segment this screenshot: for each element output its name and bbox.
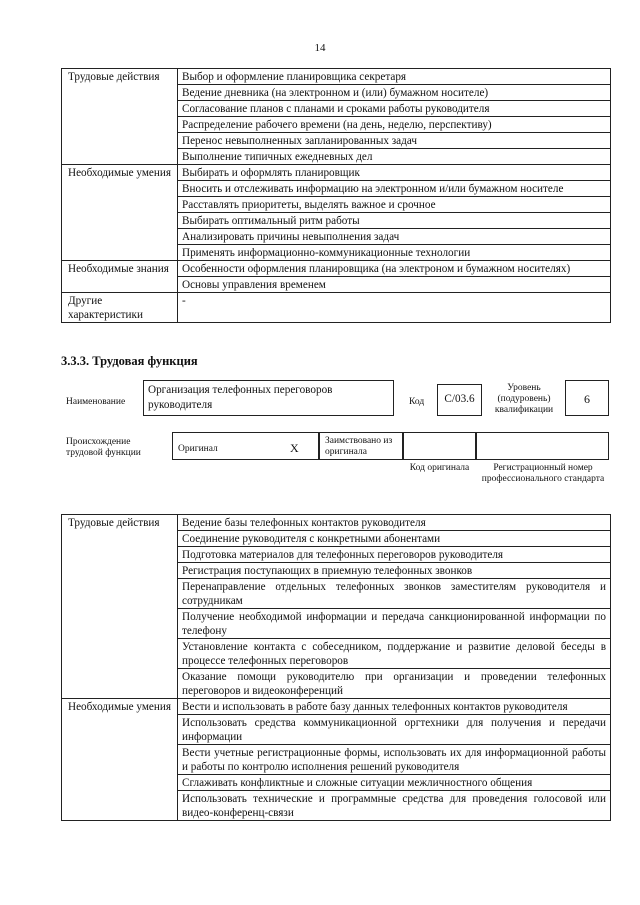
table-row xyxy=(62,515,611,531)
row-text: Основы управления временем xyxy=(178,277,611,293)
row-text: Ведение дневника (на электронном и (или) бумажном носителе) xyxy=(178,85,611,101)
table-row xyxy=(62,165,611,181)
row-text: Вносить и отслеживать информацию на электронном и/или бумажном носителе xyxy=(178,181,611,197)
row-text: Перенос невыполненных запланированных задач xyxy=(178,133,611,149)
group-label: Другие характеристики xyxy=(62,293,178,323)
name-value: Организация телефонных переговоров руководителя xyxy=(148,384,333,411)
table-row xyxy=(62,261,611,277)
level-label: Уровень (подуровень) квалификации xyxy=(494,383,554,415)
row-text: Оказание помощи руководителю при организации и проведении телефонных переговоров и видеоконференций xyxy=(178,669,611,699)
original-label: Оригинал xyxy=(178,444,218,454)
row-text: Выбирать оптимальный ритм работы xyxy=(178,213,611,229)
row-text: Установление контакта с собеседником, поддержание и развитие деловой беседы в процессе телефонных переговоров xyxy=(178,639,611,669)
reg-number-box xyxy=(476,432,609,460)
row-text: Вести учетные регистрационные формы, использовать их для информационной работы и работы по контролю исполнения решений руководителя xyxy=(178,745,611,775)
row-text: Использовать технические и программные средства для проведения голосовой или видео-конференц-связи xyxy=(178,791,611,821)
row-text: Анализировать причины невыполнения задач xyxy=(178,229,611,245)
table-functions-1 xyxy=(61,68,611,323)
row-text: Согласование планов с планами и сроками работы руководителя xyxy=(178,101,611,117)
table-row xyxy=(62,699,611,715)
row-text: Использовать средства коммуникационной оргтехники для получения и передачи информации xyxy=(178,715,611,745)
group-label: Трудовые действия xyxy=(62,69,178,165)
table-row xyxy=(62,293,611,323)
row-text: Соединение руководителя с конкретными абонентами xyxy=(178,531,611,547)
row-text: Особенности оформления планировщика (на электроном и бумажном носителях) xyxy=(178,261,611,277)
level-value: 6 xyxy=(584,392,590,406)
row-text: - xyxy=(178,293,611,323)
table-row xyxy=(62,69,611,85)
row-text: Распределение рабочего времени (на день, неделю, перспективу) xyxy=(178,117,611,133)
row-text: Подготовка материалов для телефонных переговоров руководителя xyxy=(178,547,611,563)
section-title: 3.3.3. Трудовая функция xyxy=(61,354,198,368)
row-text: Ведение базы телефонных контактов руководителя xyxy=(178,515,611,531)
row-text: Получение необходимой информации и передача санкционированной информации по телефону xyxy=(178,609,611,639)
table-functions-2 xyxy=(61,514,611,821)
group-label: Необходимые умения xyxy=(62,165,178,261)
reg-caption: Регистрационный номер профессионального стандарта xyxy=(481,463,605,484)
page-number: 14 xyxy=(314,42,326,54)
row-text: Вести и использовать в работе базу данных телефонных контактов руководителя xyxy=(178,699,611,715)
row-text: Применять информационно-коммуникационные технологии xyxy=(178,245,611,261)
row-text: Регистрация поступающих в приемную телефонных звонков xyxy=(178,563,611,579)
original-mark: X xyxy=(290,441,299,455)
row-text: Перенаправление отдельных телефонных звонков заместителям руководителя и сотрудникам xyxy=(178,579,611,609)
code-label: Код xyxy=(409,397,425,407)
row-text: Сглаживать конфликтные и сложные ситуации межличностного общения xyxy=(178,775,611,791)
group-label: Необходимые знания xyxy=(62,261,178,293)
row-text: Выбирать и оформлять планировщик xyxy=(178,165,611,181)
name-label: Наименование xyxy=(66,397,126,407)
row-text: Выполнение типичных ежедневных дел xyxy=(178,149,611,165)
group-label: Необходимые умения xyxy=(62,699,178,821)
row-text: Расставлять приоритеты, выделять важное и срочное xyxy=(178,197,611,213)
row-text: Выбор и оформление планировщика секретаря xyxy=(178,69,611,85)
group-label: Трудовые действия xyxy=(62,515,178,699)
borrowed-label: Заимствовано из оригинала xyxy=(325,436,393,457)
origin-label: Происхождение трудовой функции xyxy=(66,437,141,458)
code-caption: Код оригинала xyxy=(409,463,470,473)
code-value: C/03.6 xyxy=(444,393,475,405)
original-code-box xyxy=(403,432,476,460)
